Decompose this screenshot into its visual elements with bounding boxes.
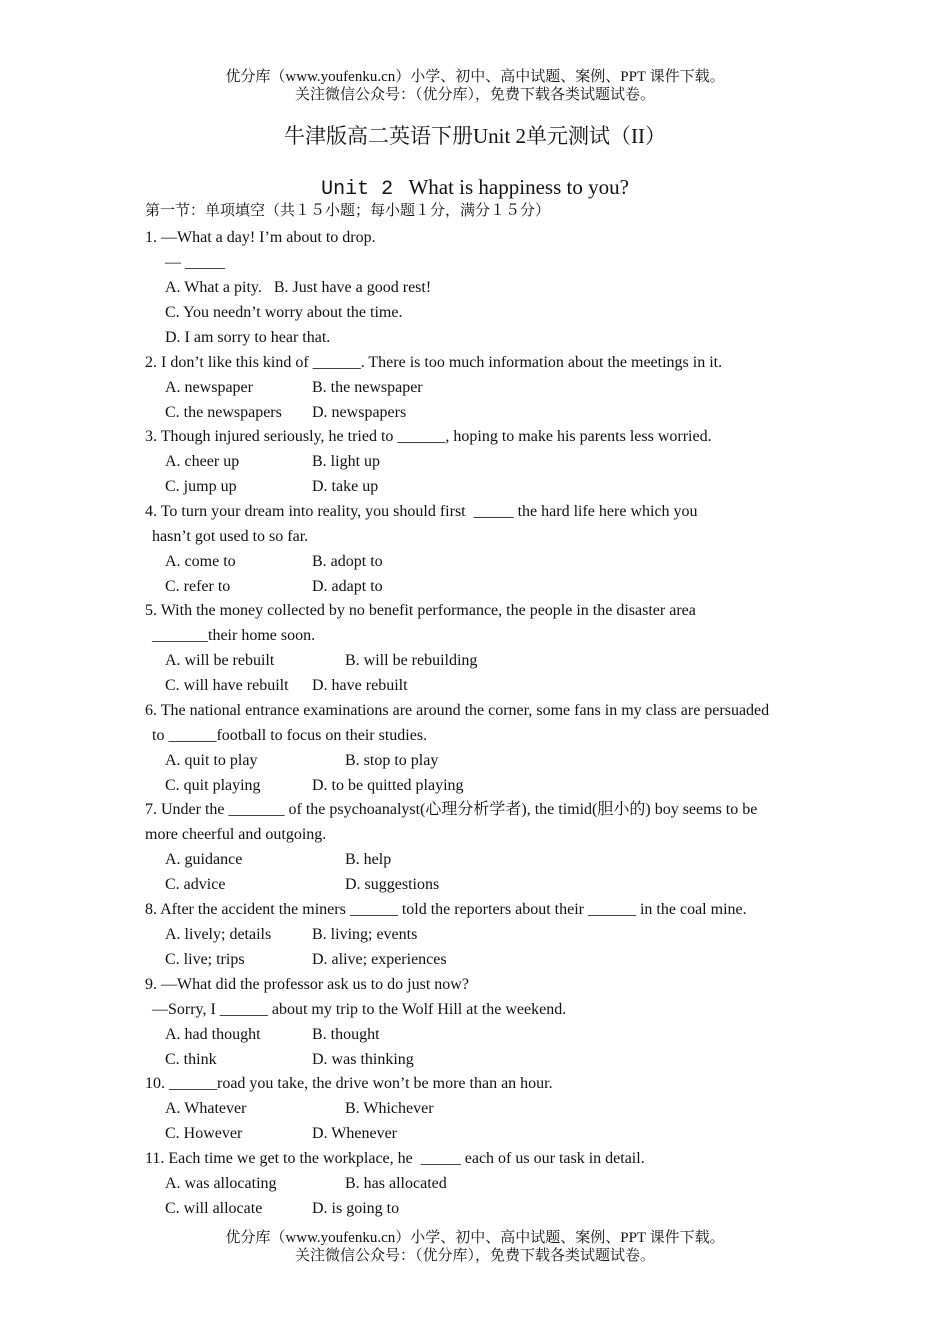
question-5-stem: 5. With the money collected by no benefit performance, the people in the disaster area	[145, 602, 696, 619]
question-7-option-d: D. suggestions	[345, 876, 440, 893]
question-2-option-c: C. the newspapers	[165, 404, 282, 421]
question-3-option-c: C. jump up	[165, 478, 237, 495]
question-11-option-d: D. is going to	[312, 1200, 400, 1217]
question-7-option-c: C. advice	[165, 876, 226, 893]
question-2-option-a: A. newspaper	[165, 379, 253, 396]
question-7-option-b: B. help	[345, 851, 392, 868]
question-2-option-b: B. the newspaper	[312, 379, 423, 396]
question-6-option-a: A. quit to play	[165, 752, 258, 769]
question-5-option-d: D. have rebuilt	[312, 677, 408, 694]
question-4-stem: 4. To turn your dream into reality, you should first _____ the hard life here which you	[145, 503, 698, 520]
page-title: 牛津版高二英语下册Unit 2单元测试（II）	[283, 124, 667, 148]
question-3-option-d: D. take up	[312, 478, 379, 495]
question-6-stem-cont: to ______football to focus on their studies.	[152, 727, 428, 744]
header-line-1: 优分库（www.youfenku.cn）小学、初中、高中试题、案例、PPT 课件下载。	[225, 69, 725, 85]
footer-line-1: 优分库（www.youfenku.cn）小学、初中、高中试题、案例、PPT 课件下载。	[225, 1230, 725, 1246]
question-4-option-b: B. adopt to	[312, 553, 383, 570]
question-4-option-a: A. come to	[165, 553, 236, 570]
question-11-option-c: C. will allocate	[165, 1200, 263, 1217]
section-heading: 第一节：单项填空（共１５小题；每小题１分，满分１５分）	[145, 203, 551, 219]
question-11-option-b: B. has allocated	[345, 1175, 447, 1192]
question-10-option-d: D. Whenever	[312, 1125, 397, 1142]
question-9-reply: —Sorry, I ______ about my trip to the Wolf Hill at the weekend.	[152, 1001, 567, 1018]
question-9-stem: 9. —What did the professor ask us to do just now?	[145, 976, 469, 993]
question-4-option-d: D. adapt to	[312, 578, 383, 595]
question-3-stem: 3. Though injured seriously, he tried to ______, hoping to make his parents less worried.	[145, 428, 712, 445]
question-10-stem: 10. ______road you take, the drive won’t be more than an hour.	[145, 1075, 553, 1092]
question-10-option-b: B. Whichever	[345, 1100, 434, 1117]
question-1-option-c: C. You needn’t worry about the time.	[165, 304, 403, 321]
question-9-option-c: C. think	[165, 1051, 217, 1068]
question-8-stem: 8. After the accident the miners ______ told the reporters about their ______ in the coal mine.	[145, 901, 747, 918]
question-4-stem-cont: hasn’t got used to so far.	[152, 528, 309, 545]
footer-line-2: 关注微信公众号：（优分库），免费下载各类试题试卷。	[294, 1248, 655, 1264]
question-4-option-c: C. refer to	[165, 578, 231, 595]
question-6-stem: 6. The national entrance examinations are around the corner, some fans in my class are persuaded	[145, 702, 770, 719]
question-5-option-b: B. will be rebuilding	[345, 652, 478, 669]
question-2-stem: 2. I don’t like this kind of ______. There is too much information about the meetings in it.	[145, 354, 723, 371]
question-3-option-a: A. cheer up	[165, 453, 240, 470]
question-8-option-d: D. alive; experiences	[312, 951, 447, 968]
question-5-option-c: C. will have rebuilt	[165, 677, 289, 694]
question-7-stem-cont: more cheerful and outgoing.	[145, 826, 327, 843]
unit-subtitle	[0, 174, 950, 203]
header-line-2: 关注微信公众号：（优分库），免费下载各类试题试卷。	[294, 87, 655, 103]
question-6-option-d: D. to be quitted playing	[312, 777, 464, 794]
question-9-option-a: A. had thought	[165, 1026, 261, 1043]
question-1-option-d: D. I am sorry to hear that.	[165, 329, 331, 346]
unit-theme: What is happiness to you?	[408, 175, 629, 199]
question-11-option-a: A. was allocating	[165, 1175, 277, 1192]
question-9-option-b: B. thought	[312, 1026, 380, 1043]
question-10-option-c: C. However	[165, 1125, 243, 1142]
question-6-option-c: C. quit playing	[165, 777, 261, 794]
question-8-option-c: C. live; trips	[165, 951, 245, 968]
question-1-option-ab: A. What a pity. B. Just have a good rest!	[165, 279, 432, 296]
question-3-option-b: B. light up	[312, 453, 381, 470]
question-9-option-d: D. was thinking	[312, 1051, 414, 1068]
question-1-stem: 1. —What a day! I’m about to drop.	[145, 229, 376, 246]
question-1-blank: — _____	[165, 254, 225, 271]
question-8-option-a: A. lively; details	[165, 926, 272, 943]
question-5-option-a: A. will be rebuilt	[165, 652, 275, 669]
unit-label: Unit 2	[321, 178, 394, 201]
question-2-option-d: D. newspapers	[312, 404, 407, 421]
question-5-stem-cont: _______their home soon.	[152, 627, 316, 644]
question-10-option-a: A. Whatever	[165, 1100, 247, 1117]
question-7-option-a: A. guidance	[165, 851, 243, 868]
question-6-option-b: B. stop to play	[345, 752, 439, 769]
question-8-option-b: B. living; events	[312, 926, 418, 943]
question-7-stem: 7. Under the _______ of the psychoanalyst(心理分析学者), the timid(胆小的) boy seems to be	[145, 801, 758, 818]
question-11-stem: 11. Each time we get to the workplace, he _____ each of us our task in detail.	[145, 1150, 645, 1167]
